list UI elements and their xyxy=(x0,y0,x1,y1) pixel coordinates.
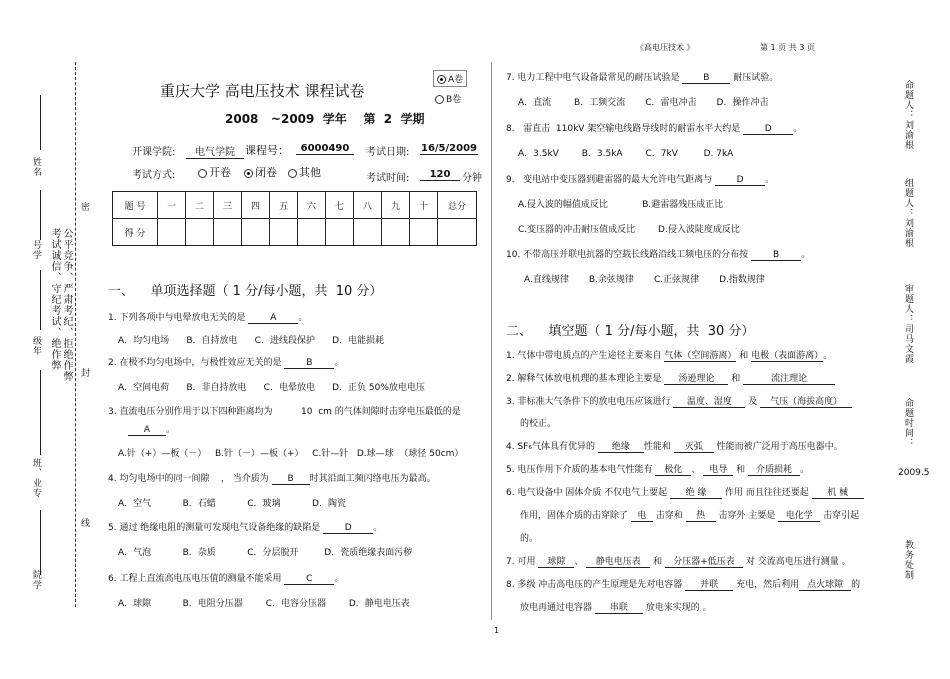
score-table-header-row xyxy=(113,192,477,219)
fill-5-answer-3: 介质损耗 xyxy=(748,462,800,476)
q6-answer: C xyxy=(284,574,334,585)
q8-text: 8. 雷直击 110kV 架空输电线路导线时的耐雷水平大约是 xyxy=(506,124,741,134)
column-divider xyxy=(491,62,492,620)
fill-8-answer-1: 并联 xyxy=(685,577,733,591)
fill-4-answer-2: 灭弧 xyxy=(674,439,714,453)
mode-closed-label: 闭卷 xyxy=(255,166,277,179)
q5: 5. 通过 绝缘电阻的测量可发现电气设备绝缘的缺陷是 D 。 xyxy=(108,523,383,533)
q8-answer: D xyxy=(743,124,793,135)
q4-answer: B xyxy=(272,474,310,485)
q3-answer: A xyxy=(128,425,166,436)
q4 xyxy=(108,471,436,485)
fill-8-cont-end: 放电来实现的 。 xyxy=(645,603,712,613)
seal-mi: 密 xyxy=(81,203,91,213)
score-cell: 四 xyxy=(242,192,270,219)
paper-a-label: A卷 xyxy=(448,75,464,85)
mode-closed-radio xyxy=(244,169,253,178)
fill-4-text: 4. SF₆气体具有优异的 xyxy=(506,442,595,452)
score-cell: 一 xyxy=(158,192,186,219)
fill-2-answer-1: 汤逊理论 xyxy=(664,371,728,385)
mode-open xyxy=(198,164,231,180)
fill-2-conj: 和 xyxy=(731,374,741,384)
fill-6-text: 6. 电气设备中 固体介质 不仅电气上要起 xyxy=(506,488,668,498)
score-cell: 八 xyxy=(354,192,382,219)
fill-3-answer-2: 气压（海拔高度） xyxy=(760,394,852,408)
score-table xyxy=(112,191,477,246)
q9-answer: D xyxy=(715,175,765,186)
fill-3 xyxy=(506,394,852,408)
fill-1-conj: 和 xyxy=(739,351,749,361)
fill-7 xyxy=(506,554,851,568)
q5-text: 5. 通过 绝缘电阻的测量可发现电气设备绝缘的缺陷是 xyxy=(108,523,321,533)
reviewer: 审题人：司马文霞 xyxy=(903,284,913,364)
score-cell-total: 总分 xyxy=(438,192,477,219)
fill-4-conj: 性能和 xyxy=(643,442,671,452)
fill-6-answer-4: 热 xyxy=(686,508,716,522)
mode-other xyxy=(288,164,321,180)
fill-3-text: 3. 非标准大气条件下的放电电压应该进行 xyxy=(506,397,671,407)
q1: 1. 下列各项中与电晕放电无关的是 A 。 xyxy=(108,313,308,323)
school-year: 2008 ~2009 学年 第 2 学期 xyxy=(225,112,425,126)
score-label: 得 分 xyxy=(113,219,158,246)
q3-text: 3. 直流电压分别作用于以下四种距离均为 10 cm 的气体间隙时击穿电压最低的是 xyxy=(108,407,461,417)
fill-2-text: 2. 解释气体放电机理的基本理论主要是 xyxy=(506,374,662,384)
section1-heading: 一、 单项选择题（ 1 分/每小题，共 10 分） xyxy=(108,284,383,299)
q10: 10. 不带高压并联电抗器的空载长线路沿线工频电压的分布按 B 。 xyxy=(506,250,811,260)
fill-3-answer-1: 温度、湿度 xyxy=(673,394,745,408)
fill-6-cont-conj: 击穿和 xyxy=(655,511,683,521)
mode-closed xyxy=(244,164,277,180)
page-number: 1 xyxy=(494,626,500,635)
score-input[interactable] xyxy=(354,219,382,246)
q5-options: A．气泡 B．杂质 C．分层脱开 D．瓷质绝缘表面污秽 xyxy=(118,548,413,558)
fill-5-text: 5. 电压作用下介质的基本电气性能有 xyxy=(506,465,653,475)
score-input[interactable] xyxy=(158,219,186,246)
q10-options: A.直线规律 B.余弦规律 C.正弦规律 D.指数规律 xyxy=(524,275,765,285)
fill-7-answer-2: 静电电压表 xyxy=(586,554,650,568)
score-input[interactable] xyxy=(382,219,410,246)
fill-4-answer-1: 绝缘 xyxy=(598,439,644,453)
fill-8-text: 8. 多级 冲击高电压的产生原理是先对电容器 xyxy=(506,580,683,590)
academic-office: 教务处制 xyxy=(903,540,913,580)
fill-5-sep: 、 xyxy=(691,465,701,475)
q5-answer: D xyxy=(323,523,373,534)
fill-1-text: 1. 气体中带电质点的产生途径主要来自 xyxy=(506,351,662,361)
fill-5-end: 。 xyxy=(799,465,809,475)
time-label: 考试时间: xyxy=(366,173,410,184)
name-line xyxy=(40,95,41,150)
exam-title: 重庆大学 高电压技术 课程试卷 xyxy=(160,82,365,100)
oath-col-1: 考试诚信、守纪考试、绝作弊 xyxy=(49,228,60,371)
q9: 9. 变电站中变压器到避雷器的最大允许电气距离与 D 。 xyxy=(506,175,775,185)
q7-text-tail: 耐压试验。 xyxy=(733,73,779,83)
q1-answer: A xyxy=(248,313,298,324)
paper-a xyxy=(433,70,467,87)
score-cell: 九 xyxy=(382,192,410,219)
mode-open-label: 开卷 xyxy=(209,166,231,179)
fill-7-sep: 、 xyxy=(574,557,584,567)
paper-b xyxy=(435,92,461,105)
fill-8-answer-3: 串联 xyxy=(595,600,643,614)
q6: 6. 工程上直流高电压电压值的测量不能采用 C 。 xyxy=(108,574,344,584)
score-cell: 五 xyxy=(270,192,298,219)
q7-text: 7. 电力工程中电气设备最常见的耐压试验是 xyxy=(506,73,680,83)
q6-options: A．球隙 B．电阻分压器 C．电容分压器 D．静电电压表 xyxy=(118,599,410,609)
q9-options-1: A.侵入波的幅值成反比 B.避雷器残压成正比 xyxy=(518,200,724,210)
seal-xian: 线 xyxy=(81,519,91,529)
fill-8-answer-2: 点火球隙 xyxy=(799,577,851,591)
fill-4 xyxy=(506,439,843,453)
header-course: 《高电压技术 》 xyxy=(636,43,695,52)
fill-6-cont-2: 的。 xyxy=(520,534,539,544)
paper-b-radio xyxy=(435,95,444,104)
score-input[interactable] xyxy=(298,219,326,246)
q2-text: 2. 在极不均匀电场中，与极性效应无关的是 xyxy=(108,358,282,368)
fill-7-end: 对 交流高电压进行测量 。 xyxy=(745,557,851,567)
fill-8-cont xyxy=(520,600,712,614)
group-setter: 组题人：刘渝根 xyxy=(903,178,913,248)
fill-7-conj: 和 xyxy=(653,557,663,567)
score-input[interactable] xyxy=(214,219,242,246)
fill-1-answer-1: 气体（空间游离） xyxy=(664,348,736,362)
section2-heading: 二、 填空题（ 1 分/每小题，共 30 分） xyxy=(506,324,755,339)
q4-text-tail: 时其沿面工频闪络电压为最高。 xyxy=(309,474,436,484)
fill-5-answer-2: 电导 xyxy=(703,462,733,476)
score-cell: 三 xyxy=(214,192,242,219)
score-input[interactable] xyxy=(186,219,214,246)
score-input[interactable] xyxy=(410,219,438,246)
course-no-value: 6000490 xyxy=(296,143,354,155)
fill-7-answer-1: 球隙 xyxy=(538,554,574,568)
time-unit: 分钟 xyxy=(462,173,482,184)
q2-options: A．空间电荷 B．非自持放电 C．电晕放电 D．正负 50%放电电压 xyxy=(118,383,425,393)
college-value: 电气学院 xyxy=(186,143,244,159)
fill-5-answer-1: 极化 xyxy=(655,462,691,476)
oath-col-2: 公平竞争、严肃考纪、拒绝作弊 xyxy=(61,228,72,382)
q2-answer: B xyxy=(284,358,334,369)
label-college: 院学 xyxy=(31,570,41,590)
paper-a-radio xyxy=(437,75,446,84)
setting-time-label: 命题时间： xyxy=(903,398,913,448)
setting-time-value: 2009.5 xyxy=(898,468,930,478)
mode-open-radio xyxy=(198,169,207,178)
fill-1 xyxy=(506,348,832,362)
fill-5 xyxy=(506,462,809,476)
date-label: 考试日期: xyxy=(366,147,410,158)
score-input[interactable] xyxy=(242,219,270,246)
q10-text: 10. 不带高压并联电抗器的空载长线路沿线工频电压的分布按 xyxy=(506,250,749,260)
fill-2-answer-2: 流注理论 xyxy=(743,371,835,385)
score-cell: 十 xyxy=(410,192,438,219)
grade-line xyxy=(40,270,41,330)
mode-label: 考试方式: xyxy=(132,170,176,181)
label-student-id: 号学 xyxy=(31,240,41,260)
fill-6-conj: 作用 而且往往还要起 xyxy=(724,488,809,498)
fill-7-text: 7. 可用 xyxy=(506,557,536,567)
college-line xyxy=(40,510,41,575)
fill-2 xyxy=(506,371,835,385)
q9-options-2: C.变压器的冲击耐压值成反比 D.侵入波陡度成反比 xyxy=(518,225,740,235)
fill-4-end: 性能而被广泛用于高压电器中。 xyxy=(716,442,843,452)
score-input[interactable] xyxy=(270,219,298,246)
fill-3-cont: 的校正。 xyxy=(520,419,557,429)
fill-7-answer-3: 分压器+低压表 xyxy=(665,554,743,568)
score-input-total[interactable] xyxy=(438,219,477,246)
fill-1-answer-2: 电极（表面游离） xyxy=(751,348,823,362)
q3-options: A.针（+）—板（－） B.针（－）—板（+） C.针—针 D.球—球 （球径 50cm） xyxy=(118,449,464,459)
q3-answer-wrap: A 。 xyxy=(128,422,175,436)
mode-other-label: 其他 xyxy=(299,166,321,179)
q1-text: 1. 下列各项中与电晕放电无关的是 xyxy=(108,313,246,323)
label-name: 姓名 xyxy=(31,157,41,177)
fill-5-conj: 和 xyxy=(736,465,746,475)
label-grade: 级年 xyxy=(31,336,41,356)
fill-6-cont xyxy=(520,508,859,522)
q7 xyxy=(506,70,778,84)
score-input[interactable] xyxy=(326,219,354,246)
fill-8-cont-text: 放电再通过电容器 xyxy=(520,603,593,613)
time-value: 120 xyxy=(420,169,460,181)
score-cell: 题 号 xyxy=(113,192,158,219)
mode-other-radio xyxy=(288,169,297,178)
q9-text: 9. 变电站中变压器到避雷器的最大允许电气距离与 xyxy=(506,175,713,185)
paper-b-label: B卷 xyxy=(446,95,462,105)
fill-6-answer-3: 电 xyxy=(631,508,653,522)
seal-dashed-line xyxy=(75,62,77,607)
class-line xyxy=(40,370,41,455)
label-class: 班、业专 xyxy=(31,458,41,498)
q4-options: A．空气 B．石蜡 C．玻璃 D．陶瓷 xyxy=(118,499,346,509)
header-page: 第 1 页 共 3 页 xyxy=(760,43,815,52)
q7-answer: B xyxy=(682,73,730,84)
score-table-score-row xyxy=(113,219,477,246)
q7-options: A．直流 B．工频交流 C．雷电冲击 D．操作冲击 xyxy=(518,98,769,108)
q10-answer: B xyxy=(751,250,801,261)
id-line xyxy=(40,190,41,240)
setter: 命题人：刘渝根 xyxy=(903,80,913,150)
fill-6-cont-end: 击穿引起 xyxy=(823,511,860,521)
score-cell: 六 xyxy=(298,192,326,219)
seal-feng: 封 xyxy=(81,369,91,379)
fill-6-answer-5: 电化学 xyxy=(778,508,820,522)
fill-6-cont-text: 作用，固体介质的击穿除了 xyxy=(520,511,629,521)
q6-text: 6. 工程上直流高电压电压值的测量不能采用 xyxy=(108,574,282,584)
fill-3-conj: 及 xyxy=(748,397,758,407)
fill-8 xyxy=(506,577,860,591)
fill-1-end: 。 xyxy=(823,351,833,361)
score-cell: 七 xyxy=(326,192,354,219)
q2: 2. 在极不均匀电场中，与极性效应无关的是 B 。 xyxy=(108,358,344,368)
fill-6-answer-1: 绝 缘 xyxy=(670,485,722,499)
fill-6-cont-text-2: 击穿外 主要是 xyxy=(718,511,776,521)
score-cell: 二 xyxy=(186,192,214,219)
fill-6 xyxy=(506,485,864,499)
college-label: 开课学院: xyxy=(132,147,176,158)
fill-6-answer-2: 机 械 xyxy=(812,485,864,499)
course-no-label: 课程号： xyxy=(245,144,289,157)
fill-8-conj: 充电，然后利用 xyxy=(736,580,800,590)
date-value: 16/5/2009 xyxy=(420,143,477,154)
q4-text: 4. 均匀电场中的同一间隙 ， 当介质为 xyxy=(108,474,269,484)
q1-options: A．均匀电场 B．自持放电 C．进线段保护 D．电能损耗 xyxy=(118,336,385,346)
q8-options: A．3.5kV B．3.5kA C．7kV D. 7kA xyxy=(518,149,734,159)
fill-8-end: 的 xyxy=(851,580,861,590)
q8: 8. 雷直击 110kV 架空输电线路导线时的耐雷水平大约是 D 。 xyxy=(506,124,803,134)
